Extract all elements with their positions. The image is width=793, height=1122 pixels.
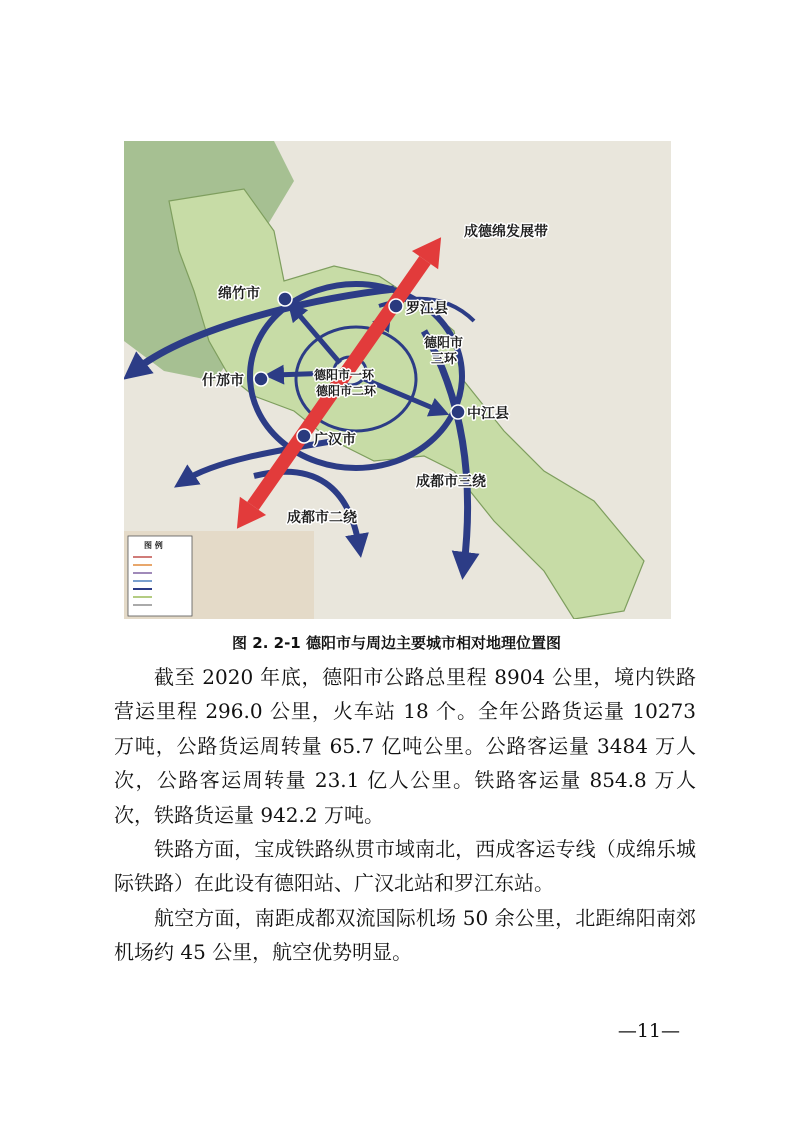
label-ring3-line1: 德阳市	[424, 336, 464, 351]
label-mianzhu: 绵竹市	[218, 286, 260, 302]
map-legend	[128, 536, 192, 616]
city-dot-zhongjiang	[451, 405, 465, 419]
label-guanghan: 广汉市	[314, 432, 356, 448]
label-ring3-line2: 三环	[431, 352, 458, 367]
label-ring2: 德阳市二环	[316, 384, 377, 398]
paragraph-2: 铁路方面，宝成铁路纵贯市域南北，西成客运专线（成绵乐城际铁路）在此设有德阳站、广汉北站和罗江东站。	[114, 837, 696, 896]
label-shifang: 什邡市	[202, 373, 244, 389]
label-chengdu3: 成都市三绕	[416, 474, 486, 490]
paragraph-3: 航空方面，南距成都双流国际机场 50 余公里，北距绵阳南郊机场约 45 公里，航空优势明显。	[114, 905, 696, 965]
figure-caption: 图 2. 2-1 德阳市与周边主要城市相对地理位置图	[232, 634, 561, 652]
legend-title: 图 例	[144, 541, 163, 550]
city-dot-mianzhu	[278, 292, 292, 306]
city-dot-guanghan	[297, 429, 311, 443]
label-belt: 成德绵发展带	[464, 224, 548, 240]
label-chengdu2: 成都市二绕	[287, 510, 357, 526]
paragraph-1: 截至 2020 年底，德阳市公路总里程 8904 公里，境内铁路营运里程 296.0 公里，火车站 18 个。全年公路货运量 10273 万吨，公路货运周转量 65.7 亿吨公里。公路客运量 3484 万人次，公路客运周转量 23.1 亿人公里。铁路客运量 854.8 万人次，铁路货运量 942.2 万吨。	[114, 665, 696, 827]
label-zhongjiang: 中江县	[467, 406, 509, 422]
page-number: —11—	[617, 1020, 680, 1042]
label-ring1: 德阳市一环	[314, 368, 375, 382]
city-dot-shifang	[254, 372, 268, 386]
label-luojiang: 罗江县	[406, 301, 448, 317]
city-dot-luojiang	[389, 299, 403, 313]
body-text	[114, 660, 696, 970]
location-map	[124, 141, 671, 619]
